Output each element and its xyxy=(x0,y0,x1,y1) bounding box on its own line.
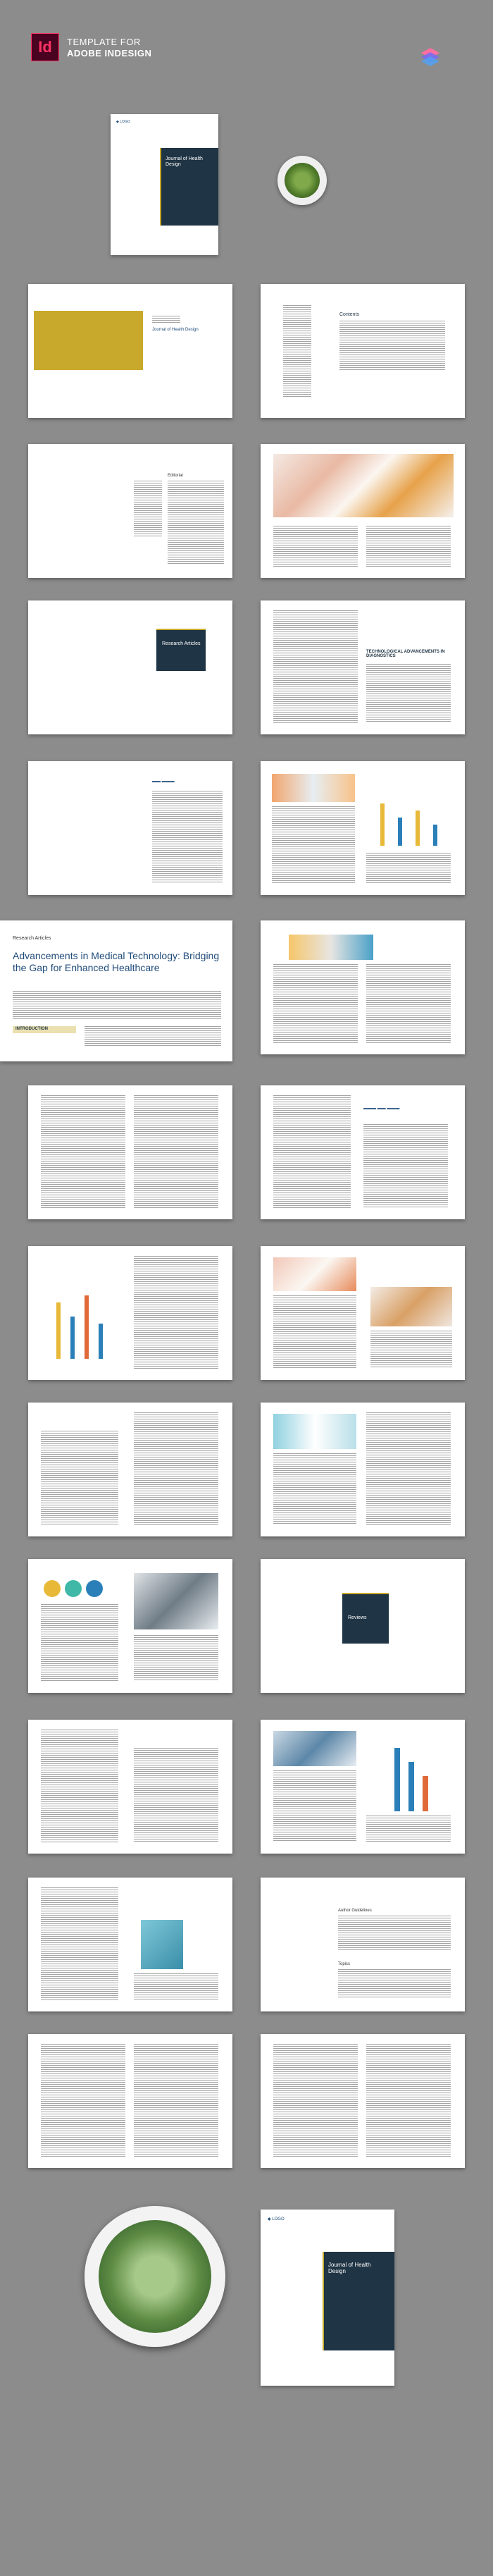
back-cover-page: Journal of Health Design ◆ LOGO xyxy=(261,2210,394,2386)
article-title: Advancements in Medical Technology: Bridging the Gap for Enhanced Healthcare xyxy=(13,950,220,973)
reviews-label: Reviews xyxy=(348,1615,367,1620)
page-article-opener xyxy=(0,920,232,1061)
page-9-left xyxy=(28,1403,232,1536)
layers-icon xyxy=(420,45,441,66)
contents-title: Contents xyxy=(339,312,360,317)
page-12-left xyxy=(28,1878,232,2011)
page-pills-photo xyxy=(261,444,465,578)
article-section-label: Research Articles xyxy=(13,936,51,941)
cover-journal-title: Journal of Health Design xyxy=(166,156,203,167)
page-7-left xyxy=(28,1085,232,1219)
intro-heading: INTRODUCTION xyxy=(15,1027,48,1031)
header-line1: TEMPLATE FOR xyxy=(67,37,141,47)
indesign-logo-icon xyxy=(31,33,59,61)
header-line2: ADOBE INDESIGN xyxy=(67,48,152,58)
page-6-right xyxy=(261,920,465,1054)
page-11-right xyxy=(261,1720,465,1854)
cover-page: Journal of Health Design ◆ LOGO xyxy=(111,114,218,255)
research-divider-label: Research Articles xyxy=(162,641,201,646)
page-3-contents xyxy=(261,284,465,418)
page-editorial xyxy=(28,444,232,578)
page-research-divider xyxy=(28,600,232,734)
page-2-left xyxy=(28,284,232,418)
page2-journal-title: Journal of Health Design xyxy=(152,328,199,332)
page-reviews-divider xyxy=(261,1559,465,1693)
page-tech-text xyxy=(261,600,465,734)
back-cover-title: Journal of Health Design xyxy=(328,2262,371,2274)
page-13-left xyxy=(28,2034,232,2168)
page-5-left: ▬▬ ▬▬▬ xyxy=(28,761,232,895)
plant-cactus-bottom xyxy=(99,2220,211,2333)
page-9-right xyxy=(261,1403,465,1536)
app-badge-label: Id xyxy=(38,38,52,56)
page-12-right xyxy=(261,1878,465,2011)
page-10-left xyxy=(28,1559,232,1693)
page-11-left xyxy=(28,1720,232,1854)
page-8-left-chart xyxy=(28,1246,232,1380)
page-8-right xyxy=(261,1246,465,1380)
editorial-title: Editorial xyxy=(168,474,183,478)
page-13-right xyxy=(261,2034,465,2168)
topics-title: Topics xyxy=(338,1962,351,1966)
page-7-right: ▬▬▬ ▬▬ ▬▬▬ xyxy=(261,1085,465,1219)
author-guidelines-title: Author Guidelines xyxy=(338,1909,372,1913)
tech-heading: TECHNOLOGICAL ADVANCEMENTS IN DIAGNOSTICS xyxy=(366,650,445,658)
plant-leaves-top xyxy=(285,163,320,198)
page-5-right xyxy=(261,761,465,895)
